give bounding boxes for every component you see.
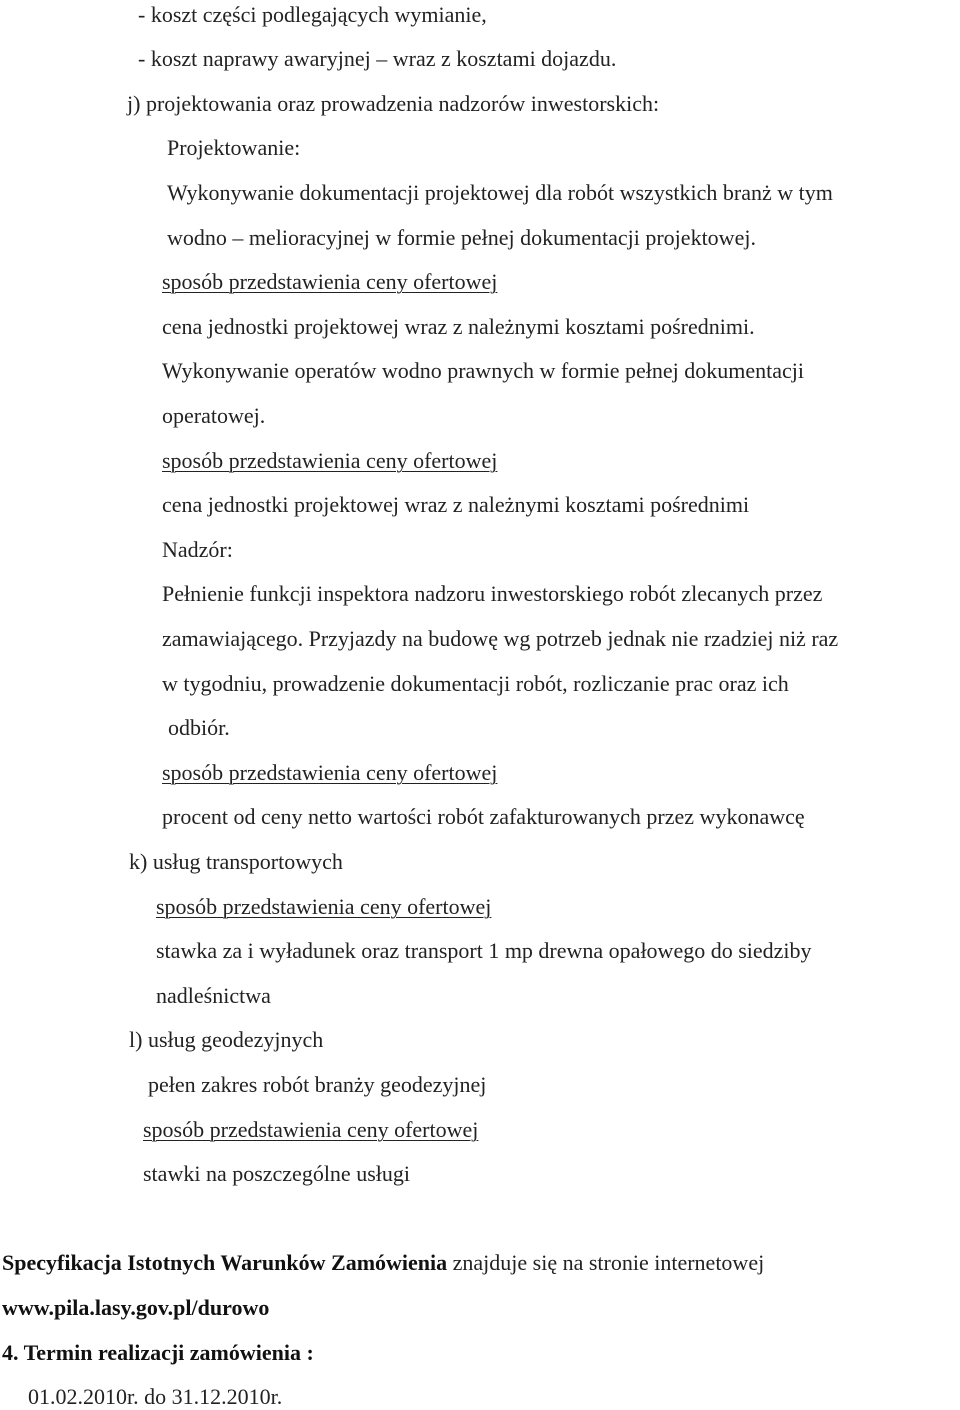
price-method-label-5: sposób przedstawienia ceny ofertowej xyxy=(143,1117,479,1142)
supervision-description-line-4: odbiór. xyxy=(168,715,230,740)
siwz-line xyxy=(2,1250,764,1276)
design-description-line-2: wodno – melioracyjnej w formie pełnej dokumentacji projektowej. xyxy=(167,225,756,250)
section-k-heading: k) usług transportowych xyxy=(129,849,343,874)
operat-description-line-1: Wykonywanie operatów wodno prawnych w formie pełnej dokumentacji xyxy=(162,358,804,383)
price-method-value-5: stawki na poszczególne usługi xyxy=(143,1161,410,1186)
cost-repair-line: - koszt naprawy awaryjnej – wraz z kosztami dojazdu. xyxy=(138,46,617,71)
price-method-value-4-line-1: stawka za i wyładunek oraz transport 1 mp drewna opałowego do siedziby xyxy=(156,938,812,963)
siwz-title: Specyfikacja Istotnych Warunków Zamówienia xyxy=(2,1250,448,1275)
realization-dates: 01.02.2010r. do 31.12.2010r. xyxy=(28,1384,283,1409)
price-method-value-3: procent od ceny netto wartości robót zafakturowanych przez wykonawcę xyxy=(162,804,805,829)
design-subheading: Projektowanie: xyxy=(167,135,301,160)
section-4-heading: 4. Termin realizacji zamówienia : xyxy=(2,1340,314,1365)
siwz-location-text: znajduje się na stronie internetowej xyxy=(447,1250,765,1275)
price-method-value-1: cena jednostki projektowej wraz z należnymi kosztami pośrednimi. xyxy=(162,314,755,339)
cost-parts-line: - koszt części podlegających wymianie, xyxy=(138,2,487,27)
operat-description-line-2: operatowej. xyxy=(162,403,266,428)
design-description-line-1: Wykonywanie dokumentacji projektowej dla robót wszystkich branż w tym xyxy=(167,180,833,205)
geodesy-scope-line: pełen zakres robót branży geodezyjnej xyxy=(148,1072,487,1097)
section-l-heading: l) usług geodezyjnych xyxy=(129,1027,324,1052)
supervision-description-line-1: Pełnienie funkcji inspektora nadzoru inwestorskiego robót zlecanych przez xyxy=(162,581,823,606)
website-url: www.pila.lasy.gov.pl/durowo xyxy=(2,1295,270,1320)
price-method-label-1: sposób przedstawienia ceny ofertowej xyxy=(162,269,498,294)
supervision-subheading: Nadzór: xyxy=(162,537,233,562)
price-method-value-2: cena jednostki projektowej wraz z należnymi kosztami pośrednimi xyxy=(162,492,750,517)
price-method-label-4: sposób przedstawienia ceny ofertowej xyxy=(156,894,492,919)
supervision-description-line-3: w tygodniu, prowadzenie dokumentacji robót, rozliczanie prac oraz ich xyxy=(162,671,789,696)
price-method-label-2: sposób przedstawienia ceny ofertowej xyxy=(162,448,498,473)
supervision-description-line-2: zamawiającego. Przyjazdy na budowę wg potrzeb jednak nie rzadziej niż raz xyxy=(162,626,839,651)
price-method-value-4-line-2: nadleśnictwa xyxy=(156,983,271,1008)
section-j-heading: j) projektowania oraz prowadzenia nadzorów inwestorskich: xyxy=(127,91,660,116)
price-method-label-3: sposób przedstawienia ceny ofertowej xyxy=(162,760,498,785)
